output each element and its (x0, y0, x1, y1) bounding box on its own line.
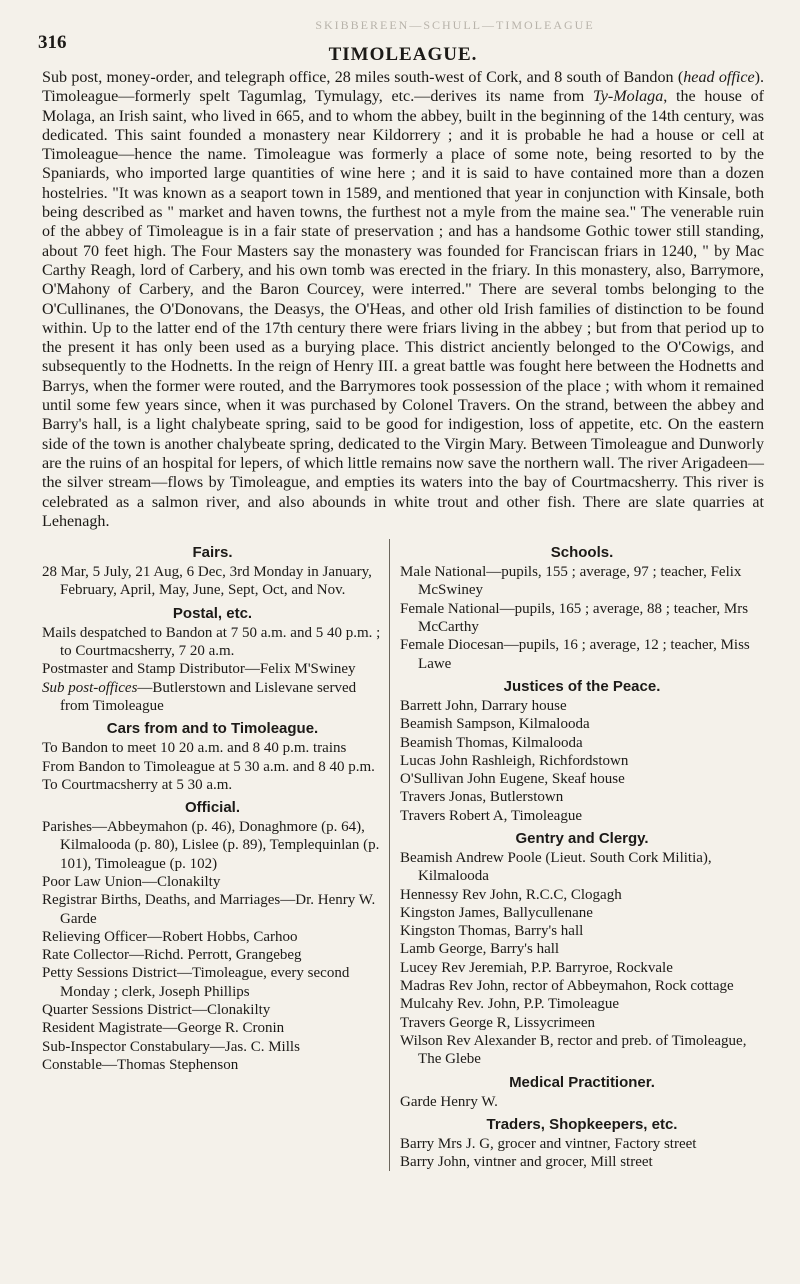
official-entry: Resident Magistrate—George R. Cronin (42, 1020, 285, 1037)
sub-post-offices-text: —Butlerstown and Lislevane served from Timoleague (60, 679, 357, 714)
postal-heading: Postal, etc. (172, 604, 253, 622)
official-entry: Rate Collector—Richd. Perrott, Grangebeg (42, 947, 302, 964)
gentry-entry: Kingston James, Ballycullenane (400, 904, 593, 921)
right-column (389, 539, 764, 1171)
gentry-entry: Lucey Rev Jeremiah, P.P. Barryroe, Rockvale (400, 959, 673, 976)
two-column-section (42, 539, 764, 1171)
left-column (42, 539, 389, 1171)
official-entry: Constable—Thomas Stephenson (42, 1056, 239, 1073)
official-entry: Quarter Sessions District—Clonakilty (42, 1002, 271, 1019)
trader-entry: Barry Mrs J. G, grocer and vintner, Factory street (400, 1135, 697, 1152)
school-entry: Female National—pupils, 165 ; average, 88 ; teacher, Mrs McCarthy (400, 600, 749, 636)
cars-entry: From Bandon to Timoleague at 5 30 a.m. and 8 40 p.m. (42, 758, 375, 775)
gentry-entry: Mulcahy Rev. John, P.P. Timoleague (400, 996, 620, 1013)
running-head: SKIBBEREEN—SCHULL—TIMOLEAGUE (315, 18, 595, 32)
justice-entry: Travers Jonas, Butlerstown (400, 789, 564, 806)
justice-entry: Travers Robert A, Timoleague (400, 807, 582, 824)
trader-entry: Barry John, vintner and grocer, Mill street (400, 1154, 653, 1171)
gentry-entry: Madras Rev John, rector of Abbeymahon, Rock cottage (400, 978, 734, 995)
official-entry: Poor Law Union—Clonakilty (42, 873, 221, 890)
official-entry: Parishes—Abbeymahon (p. 46), Donaghmore (p. 64), Kilmalooda (p. 80), Lislee (p. 89), Templequinlan (p. 101), Timoleague (p. 102) (42, 819, 380, 872)
official-entry: Sub-Inspector Constabulary—Jas. C. Mills (42, 1038, 300, 1055)
gentry-entry: Hennessy Rev John, R.C.C, Clogagh (400, 886, 622, 903)
gentry-entry: Lamb George, Barry's hall (400, 941, 560, 958)
cars-entry: To Courtmacsherry at 5 30 a.m. (42, 776, 233, 793)
official-entry: Relieving Officer—Robert Hobbs, Carhoo (42, 928, 298, 945)
fairs-entry: 28 Mar, 5 July, 21 Aug, 6 Dec, 3rd Monday in January, February, April, May, June, Sept, Oct, and Nov. (42, 564, 372, 599)
gentry-entry: Wilson Rev Alexander B, rector and preb. of Timoleague, The Glebe (400, 1032, 747, 1068)
gentry-heading: Gentry and Clergy. (515, 829, 649, 847)
intro-text-3: , the house of Molaga, an Irish saint, who lived in 665, and to whom the abbey, built in the beginning of the 14th century, was dedicated. This saint founded a monastery near Kildorrery ; and it is probable he had a house or cell at Timoleague—hence the name. Timoleague was formerly a place of some note, being resorted to by the Spaniards, who imported large quantities of wine here ; and it is said to have contained more than a dozen hostelries. "It was known as a seaport town in 1589, and mentioned that year in conjunction with Kinsale, both being described as " market and haven towns, the furthest not a myle from the maine sea." The venerable ruin of the abbey of Timoleague is in a fair state of preservation ; and has a handsome Gothic tower still standing, about 70 feet high. The Four Masters say the monastery was founded for Franciscan friars in 1240, " by Mac Carthy Reagh, lord of Carbery, and his own tomb was erected in the friary. In this monastery, also, Barrymore, O'Mahony of Carbery, and the Baron Courcey, were interred." There are several tombs belonging to the O'Cullinanes, the O'Donovans, the Deasys, the O'Heas, and other old Irish families of distinction to be found within. Up to the latter end of the 17th century there were friars living in the abbey ; but from that period up to the present it has only been used as a burying place. This district anciently belonged to the O'Cowigs, and subsequently to the Hodnetts. In the reign of Henry III. a great battle was fought here between the Hodnetts and Barrys, when the former were routed, and the Barrymores took possession of the place ; with whom it remained until some few years since, when it was purchased by Colonel Travers. On the strand, between the abbey and Barry's hall, is a light chalybeate spring, said to be good for indigestion, loss of appetite, etc. On the eastern side of the town is another chalybeate spring, dedicated to the Virgin Mary. Between Timoleague and Dunworly are the ruins of an hospital for lepers, of which little remains now save the northern wall. The river Arigadeen—the silver stream—flows by Timoleague, and empties its waters into the bay of Courtmacsherry. This river is celebrated as a salmon river, and also abounds in white trout and other fish. There are slate quarries at Lehenagh. (42, 88, 764, 530)
cars-entry: To Bandon to meet 10 20 a.m. and 8 40 p.m. trains (42, 740, 347, 757)
justice-entry: Lucas John Rashleigh, Richfordstown (400, 752, 629, 769)
cars-heading: Cars from and to Timoleague. (106, 720, 319, 738)
intro-text-1: Sub post, money-order, and telegraph office, 28 miles south-west of Cork, and 8 south of Bandon ( (42, 69, 684, 86)
postal-entry: Mails despatched to Bandon at 7 50 a.m. and 5 40 p.m. ; to Courtmacsherry, 7 20 a.m. (42, 624, 381, 660)
sub-post-offices-label: Sub post-offices (42, 679, 138, 696)
medical-heading: Medical Practitioner. (509, 1073, 655, 1091)
traders-heading: Traders, Shopkeepers, etc. (486, 1115, 678, 1133)
postal-entry: Postmaster and Stamp Distributor—Felix M'Swiney (42, 661, 356, 678)
intro-text-2: ). Timoleague—formerly spelt Tagumlag, Tymulagy, etc.—derives its name from (42, 69, 764, 106)
page-title: TIMOLEAGUE. (328, 44, 478, 65)
gentry-entry: Beamish Andrew Poole (Lieut. South Cork Militia), Kilmalooda (400, 849, 712, 885)
justice-entry: Beamish Sampson, Kilmalooda (400, 716, 590, 733)
schools-heading: Schools. (550, 544, 614, 562)
gentry-entry: Travers George R, Lissycrimeen (400, 1014, 595, 1031)
intro-ty-molaga: Ty-Molaga (592, 88, 664, 106)
school-entry: Male National—pupils, 155 ; average, 97 ; teacher, Felix McSwiney (400, 564, 742, 599)
page-number: 316 (38, 32, 67, 53)
official-entry: Registrar Births, Deaths, and Marriages—Dr. Henry W. Garde (42, 892, 376, 927)
gentry-entry: Kingston Thomas, Barry's hall (400, 923, 584, 940)
official-entry: Petty Sessions District—Timoleague, every second Monday ; clerk, Joseph Phillips (42, 965, 350, 1000)
justice-entry: Beamish Thomas, Kilmalooda (400, 734, 583, 751)
medical-entry: Garde Henry W. (400, 1093, 498, 1110)
justice-entry: Barrett John, Darrary house (400, 697, 567, 714)
school-entry: Female Diocesan—pupils, 16 ; average, 12 ; teacher, Miss Lawe (400, 637, 750, 672)
justice-entry: O'Sullivan John Eugene, Skeaf house (400, 771, 625, 788)
intro-paragraph (42, 68, 764, 531)
fairs-heading: Fairs. (192, 544, 233, 562)
justices-heading: Justices of the Peace. (503, 677, 661, 695)
sub-post-offices-entry (42, 679, 383, 716)
intro-head-office: head office (683, 69, 755, 86)
official-heading: Official. (185, 799, 241, 817)
